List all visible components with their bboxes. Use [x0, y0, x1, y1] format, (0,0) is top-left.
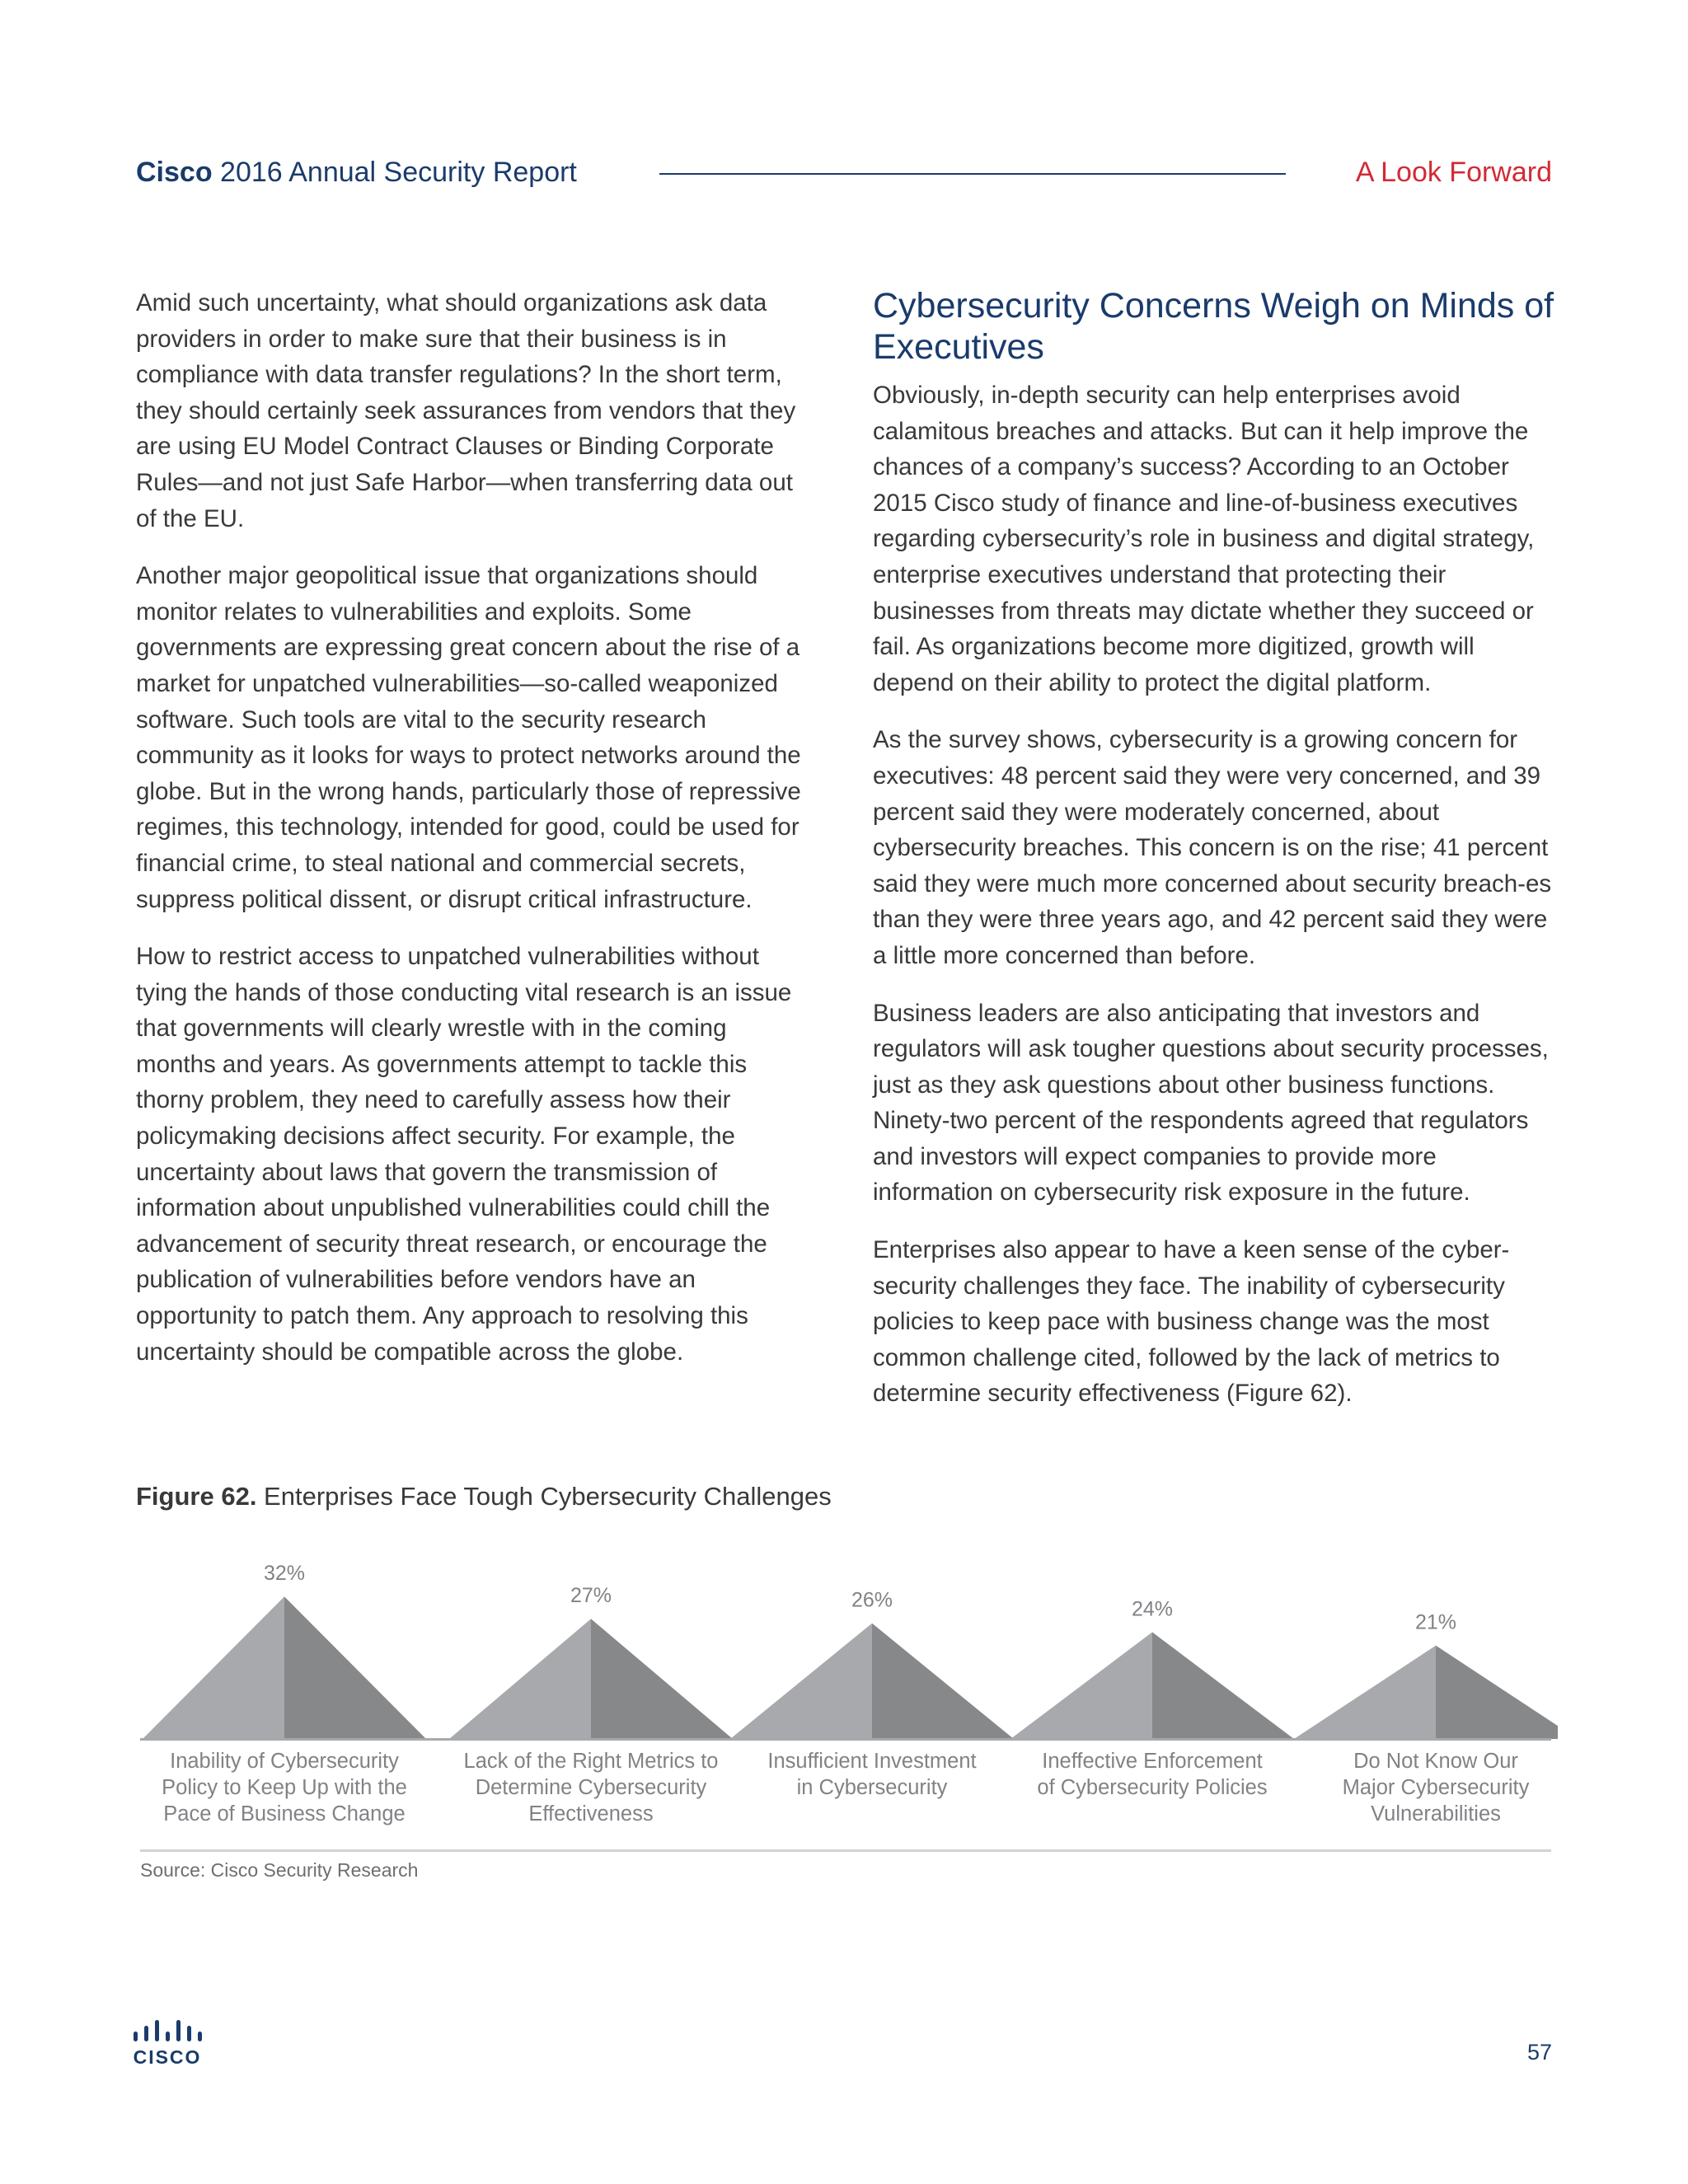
- bar-shape-right-3: [872, 1624, 1014, 1739]
- paragraph: How to restrict access to unpatched vulnerabilities without tying the hands of those conducting vital research is an issue that governments will clearly wrestle with in the coming months and years. As governments attempt to tackle this thorny problem, they need to carefully assess how their policymaking decisions affect security. For example, the uncertainty about laws that govern the transmission of information about unpublished vulnerabilities could chill the advancement of security threat research, or encourage the publication of vulnerabilities before vendors have an opportunity to patch them. Any approach to resolving this uncertainty should be compatible across the globe.: [136, 943, 792, 1366]
- section-title: A Look Forward: [1355, 157, 1552, 188]
- report-name: 2016 Annual Security Report: [212, 157, 577, 188]
- section-heading: Cybersecurity Concerns Weigh on Minds of Executives: [873, 286, 1554, 367]
- paragraph: Business leaders are also anticipating that investors and regulators will ask tougher questions about security processes, just as they ask questions about other business functions. Ninety-two percent of the respondents agreed that regulators and investors will expect companies to provide more information on cybersecurity risk exposure in the future.: [873, 999, 1549, 1207]
- chart-baseline: [140, 1738, 1551, 1741]
- bar-shape-left-4: [1010, 1632, 1152, 1739]
- challenges-chart: [132, 1549, 1558, 1854]
- data-label-2: 27%: [570, 1584, 612, 1608]
- paragraph: Another major geopolitical issue that organizations should monitor relates to vulnerabilities and exploits. Some governments are expressing great concern about the rise of a market for unpatched vulnerabilities—so-called weaponized software. Such tools are vital to the security research community as it looks for ways to protect networks around the globe. But in the wrong hands, particularly those of repressive regimes, this technology, intended for good, could be used for financial crime, to steal national and commercial secrets, suppress political dissent, or disrupt critical infrastructure.: [136, 562, 801, 913]
- data-label-5: 21%: [1414, 1610, 1457, 1634]
- figure-label: Figure 62.: [136, 1482, 257, 1511]
- right-column: [873, 285, 1557, 1433]
- brand-name: Cisco: [136, 157, 213, 188]
- category-label-2-line-3: Effectiveness: [528, 1802, 654, 1825]
- category-label-4-line-1: Ineffective Enforcement: [1042, 1750, 1263, 1773]
- data-label-3: 26%: [851, 1588, 893, 1612]
- category-label-1-line-3: Pace of Business Change: [163, 1802, 406, 1825]
- category-label-1-line-2: Policy to Keep Up with the: [162, 1776, 407, 1799]
- category-label-5-line-2: Major Cybersecurity: [1342, 1776, 1530, 1799]
- header-rule: [659, 173, 1286, 175]
- cisco-logo-bars: [134, 2020, 202, 2041]
- cisco-logo: [130, 2018, 221, 2067]
- category-label-5-line-1: Do Not Know Our: [1353, 1750, 1518, 1773]
- figure-source: Source: Cisco Security Research: [140, 1859, 419, 1881]
- bar-shape-left-2: [449, 1619, 591, 1739]
- paragraph: Obviously, in-depth security can help enterprises avoid calamitous breaches and attacks. But can it help improve the chances of a company’s success? According to an October 2015 Cisco study of finance and line-of-business executives regarding cybersecurity’s role in business and digital strategy, enterprise executives understand that protecting their businesses from threats may dictate whether they succeed or fail. As organizations become more digitized, growth will depend on their ability to protect the digital platform.: [873, 382, 1535, 696]
- category-label-2-line-2: Determine Cybersecurity: [475, 1776, 707, 1799]
- paragraph: As the survey shows, cybersecurity is a growing concern for executives: 48 percent said they were very concerned, and 39 percent said they were moderately concerned, about cybersecurity breaches. This concern is on the rise; 41 percent said they were much more concerned about security breach-es than they were three years ago, and 42 percent said they were a little more concerned than before.: [873, 726, 1552, 969]
- category-label-2-line-1: Lack of the Right Metrics to: [463, 1750, 719, 1773]
- category-label-4-line-2: of Cybersecurity Policies: [1037, 1776, 1268, 1799]
- report-title: [136, 157, 577, 189]
- paragraph: Amid such uncertainty, what should organizations ask data providers in order to make sure that their business is in compliance with data transfer regulations? In the short term, they should certainly seek assurances from vendors that they are using EU Model Contract Clauses or Binding Corporate Rules—and not just Safe Harbor—when transferring data out of the EU.: [136, 289, 796, 532]
- data-label-4: 24%: [1131, 1597, 1174, 1621]
- cisco-wordmark: CISCO: [133, 2046, 202, 2067]
- bar-shape-left-1: [143, 1596, 284, 1739]
- category-label-5-line-3: Vulnerabilities: [1371, 1802, 1501, 1825]
- bar-shape-right-5: [1436, 1646, 1558, 1739]
- figure-title: Enterprises Face Tough Cybersecurity Challenges: [256, 1482, 832, 1511]
- chart-bottom-rule: [140, 1849, 1551, 1852]
- page-header: [136, 157, 1552, 193]
- bar-shape-right-1: [284, 1596, 426, 1739]
- category-label-1-line-1: Inability of Cybersecurity: [170, 1750, 399, 1773]
- figure-caption: [136, 1482, 1552, 1511]
- data-label-1: 32%: [263, 1562, 306, 1586]
- bar-shape-left-5: [1294, 1646, 1436, 1739]
- page-number: 57: [1526, 2040, 1552, 2064]
- paragraph: Enterprises also appear to have a keen sense of the cyber-security challenges they face. The inability of cybersecurity policies to keep pace with business change was the most common challenge cited, followed by the lack of metrics to determine security effectiveness (Figure 62).: [873, 1236, 1510, 1408]
- bar-shape-left-3: [730, 1624, 872, 1739]
- bar-shape-right-2: [591, 1619, 733, 1739]
- left-column: [136, 285, 805, 1391]
- category-label-3-line-2: in Cybersecurity: [796, 1776, 948, 1799]
- category-label-3-line-1: Insufficient Investment: [767, 1750, 977, 1773]
- bar-shape-right-4: [1152, 1632, 1294, 1739]
